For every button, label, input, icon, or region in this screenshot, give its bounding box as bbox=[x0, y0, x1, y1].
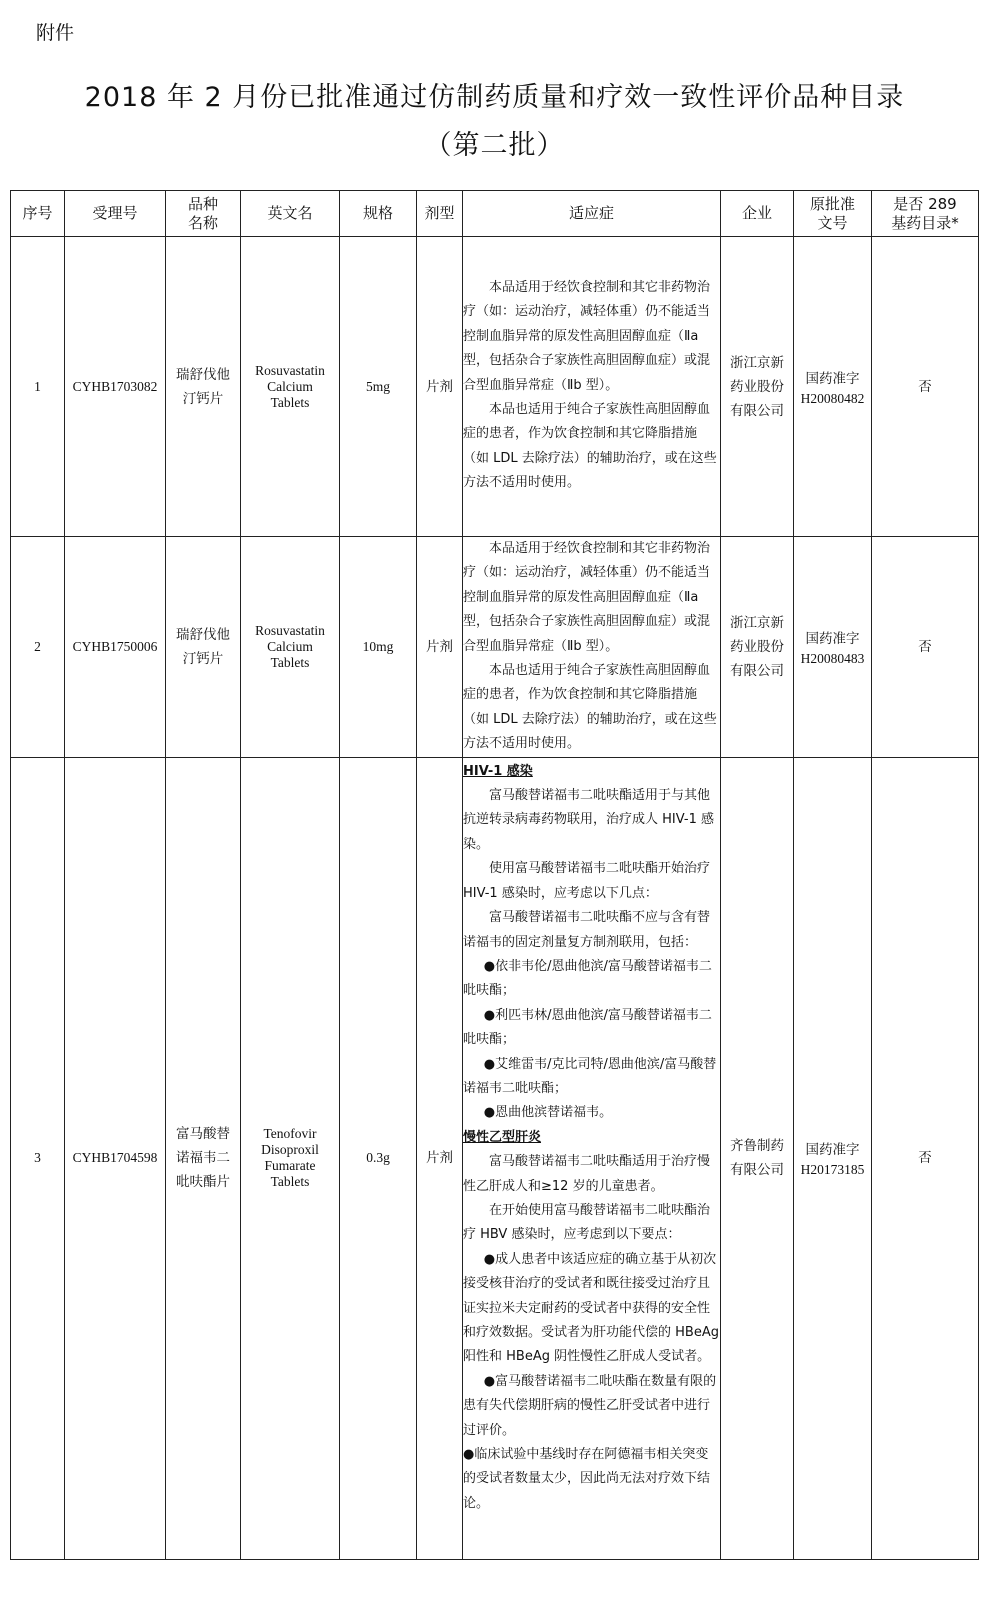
cell-company: 浙江京新 药业股份 有限公司 bbox=[721, 237, 794, 537]
table-row bbox=[11, 537, 979, 758]
cell-seq: 1 bbox=[11, 237, 65, 537]
indication-paragraph: 本品也适用于纯合子家族性高胆固醇血症的患者，作为饮食控制和其它降脂措施（如 LDL 去除疗法）的辅助治疗，或在这些方法不适用时使用。 bbox=[463, 402, 717, 491]
indication-bullet: ●富马酸替诺福韦二吡呋酯在数量有限的患有失代偿期肝病的慢性乙肝受试者中进行过评价。 bbox=[463, 1373, 717, 1438]
cell-seq: 3 bbox=[11, 757, 65, 1559]
cell-company: 浙江京新 药业股份 有限公司 bbox=[721, 537, 794, 758]
header-approval-no: 原批准 文号 bbox=[794, 191, 872, 237]
header-form: 剂型 bbox=[417, 191, 463, 237]
indication-paragraph: 使用富马酸替诺福韦二吡呋酯开始治疗 HIV-1 感染时，应考虑以下几点： bbox=[463, 861, 711, 901]
cell-form: 片剂 bbox=[417, 757, 463, 1559]
cell-approval-no: 国药准字 H20080482 bbox=[794, 237, 872, 537]
cell-form: 片剂 bbox=[417, 537, 463, 758]
header-indication: 适应症 bbox=[463, 191, 721, 237]
document-title: 2018 年 2 月份已批准通过仿制药质量和疗效一致性评价品种目录 bbox=[84, 82, 905, 113]
document-subtitle: （第二批） bbox=[424, 130, 565, 161]
cell-variety-name: 富马酸替 诺福韦二 吡呋酯片 bbox=[166, 757, 241, 1559]
cell-spec: 10mg bbox=[340, 537, 417, 758]
cell-english-name: Tenofovir Disoproxil Fumarate Tablets bbox=[241, 757, 340, 1559]
indication-paragraph: 富马酸替诺福韦二吡呋酯不应与含有替诺福韦的固定剂量复方制剂联用，包括： bbox=[463, 910, 711, 950]
cell-indication bbox=[463, 237, 721, 537]
indication-paragraph: 本品也适用于纯合子家族性高胆固醇血症的患者，作为饮食控制和其它降脂措施（如 LDL 去除疗法）的辅助治疗，或在这些方法不适用时使用。 bbox=[463, 663, 717, 752]
table-row bbox=[11, 757, 979, 1559]
cell-essential-list: 否 bbox=[872, 537, 979, 758]
indication-bullet: ●恩曲他滨替诺福韦。 bbox=[483, 1105, 613, 1121]
attachment-label: 附件 bbox=[36, 22, 75, 44]
cell-indication bbox=[463, 757, 721, 1559]
indication-paragraph: 本品适用于经饮食控制和其它非药物治疗（如：运动治疗，减轻体重）仍不能适当控制血脂异常的原发性高胆固醇血症（Ⅱa 型，包括杂合子家族性高胆固醇血症）或混合型血脂异常症（Ⅱb 型）。 bbox=[463, 541, 711, 654]
header-seq: 序号 bbox=[11, 191, 65, 237]
cell-accept-no: CYHB1703082 bbox=[65, 237, 166, 537]
header-company: 企业 bbox=[721, 191, 794, 237]
indication-paragraph: 富马酸替诺福韦二吡呋酯适用于治疗慢性乙肝成人和≥12 岁的儿童患者。 bbox=[463, 1154, 711, 1194]
header-accept-no: 受理号 bbox=[65, 191, 166, 237]
cell-form: 片剂 bbox=[417, 237, 463, 537]
cell-seq: 2 bbox=[11, 537, 65, 758]
indication-paragraph: 本品适用于经饮食控制和其它非药物治疗（如：运动治疗，减轻体重）仍不能适当控制血脂异常的原发性高胆固醇血症（Ⅱa 型，包括杂合子家族性高胆固醇血症）或混合型血脂异常症（Ⅱb 型）。 bbox=[463, 280, 711, 393]
indication-heading-hiv: HIV-1 感染 bbox=[463, 763, 533, 779]
cell-spec: 5mg bbox=[340, 237, 417, 537]
table-header-row bbox=[11, 191, 979, 237]
cell-accept-no: CYHB1704598 bbox=[65, 757, 166, 1559]
cell-company: 齐鲁制药 有限公司 bbox=[721, 757, 794, 1559]
indication-bullet: ●艾维雷韦/克比司特/恩曲他滨/富马酸替诺福韦二吡呋酯； bbox=[463, 1056, 717, 1096]
cell-accept-no: CYHB1750006 bbox=[65, 537, 166, 758]
header-spec: 规格 bbox=[340, 191, 417, 237]
indication-paragraph: 富马酸替诺福韦二吡呋酯适用于与其他抗逆转录病毒药物联用，治疗成人 HIV-1 感染。 bbox=[463, 788, 714, 852]
cell-english-name: Rosuvastatin Calcium Tablets bbox=[241, 237, 340, 537]
indication-bullet: ●依非韦伦/恩曲他滨/富马酸替诺福韦二吡呋酯； bbox=[463, 958, 712, 999]
indication-bullet: ●临床试验中基线时存在阿德福韦相关突变的受试者数量太少，因此尚无法对疗效下结论。 bbox=[463, 1447, 711, 1511]
cell-spec: 0.3g bbox=[340, 757, 417, 1559]
indication-bullet: ●成人患者中该适应症的确立基于从初次接受核苷治疗的受试者和既往接受过治疗且证实拉米夫定耐药的受试者中获得的安全性和疗效数据。受试者为肝功能代偿的 HBeAg 阳性和 HBeAg 阴性慢性乙肝成人受试者。 bbox=[463, 1251, 719, 1365]
indication-bullet: ●利匹韦林/恩曲他滨/富马酸替诺福韦二吡呋酯； bbox=[463, 1007, 712, 1048]
header-english-name: 英文名 bbox=[241, 191, 340, 237]
header-variety: 品种 名称 bbox=[166, 191, 241, 237]
header-essential-list: 是否 289 基药目录* bbox=[872, 191, 979, 237]
indication-heading-hbv: 慢性乙型肝炎 bbox=[463, 1129, 542, 1145]
cell-variety-name: 瑞舒伐他 汀钙片 bbox=[166, 237, 241, 537]
cell-approval-no: 国药准字 H20080483 bbox=[794, 537, 872, 758]
drug-catalog-table bbox=[10, 190, 979, 1560]
cell-essential-list: 否 bbox=[872, 237, 979, 537]
cell-approval-no: 国药准字 H20173185 bbox=[794, 757, 872, 1559]
cell-essential-list: 否 bbox=[872, 757, 979, 1559]
cell-variety-name: 瑞舒伐他 汀钙片 bbox=[166, 537, 241, 758]
table-row bbox=[11, 237, 979, 537]
cell-indication bbox=[463, 537, 721, 758]
cell-english-name: Rosuvastatin Calcium Tablets bbox=[241, 537, 340, 758]
indication-paragraph: 在开始使用富马酸替诺福韦二吡呋酯治疗 HBV 感染时，应考虑到以下要点： bbox=[463, 1202, 711, 1243]
